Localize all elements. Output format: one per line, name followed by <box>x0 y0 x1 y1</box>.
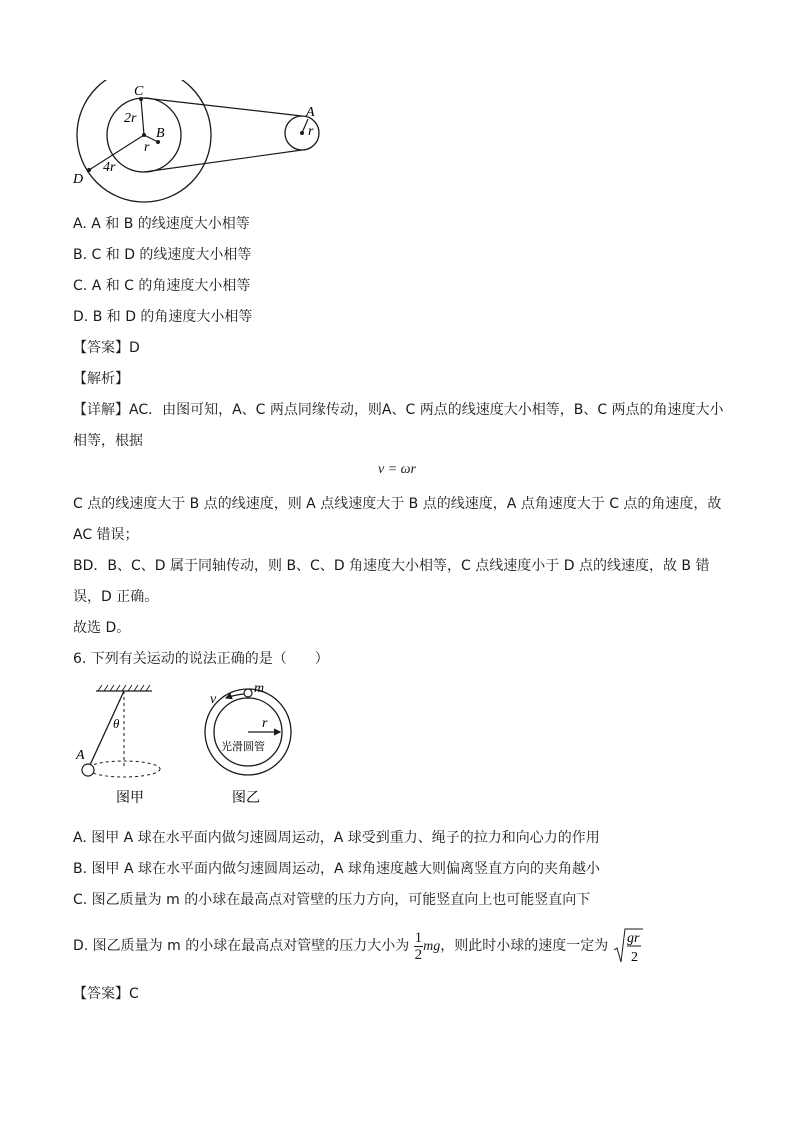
q6-option-a: A. 图甲 A 球在水平面内做匀速圆周运动，A 球受到重力、绳子的拉力和向心力的作用 <box>73 830 600 846</box>
label-ball-a: A <box>76 748 85 763</box>
label-r-left: r <box>144 140 150 155</box>
belt-drive-figure <box>70 80 330 210</box>
fraction-one-half: $\frac{1}{2}$ <box>414 929 423 963</box>
svg-text:2: 2 <box>630 950 638 965</box>
label-m: m <box>254 682 265 696</box>
label-r-right: r <box>308 124 314 139</box>
q5-detail-line-3: C 点的线速度大于 B 点的线速度，则 A 点线速度大于 B 点的线速度，A 点角速度大于 C 点的角速度，故 <box>73 496 722 512</box>
point-d <box>87 168 91 172</box>
ball-a <box>82 764 94 776</box>
q6-option-c: C. 图乙质量为 m 的小球在最高点对管壁的压力方向，可能竖直向上也可能竖直向下 <box>73 892 591 908</box>
label-4r: 4r <box>103 160 116 175</box>
q6-option-b: B. 图甲 A 球在水平面内做匀速圆周运动，A 球角速度越大则偏离竖直方向的夹角越小 <box>73 861 601 877</box>
q5-detail-line-7: 故选 D。 <box>73 620 131 636</box>
sqrt-gr-over-2 <box>613 926 643 966</box>
point-a-center <box>300 131 304 135</box>
label-v: v <box>210 692 217 707</box>
q6-option-d: D. 图乙质量为 m 的小球在最高点对管壁的压力大小为 $\frac{1}{2}$ mg，则此时小球的速度一定为 gr 2 <box>73 926 643 966</box>
caption-right: 图乙 <box>232 790 260 806</box>
ball-m <box>244 689 252 697</box>
radius-4r <box>89 135 144 170</box>
q5-formula: v = ωr <box>378 462 416 477</box>
q5-detail-line-6: 误，D 正确。 <box>73 589 159 605</box>
q5-option-c: C. A 和 C 的角速度大小相等 <box>73 278 251 294</box>
label-a: A <box>306 105 315 120</box>
q5-option-d: D. B 和 D 的角速度大小相等 <box>73 309 253 325</box>
q5-analysis-label: 【解析】 <box>73 371 129 387</box>
circular-tube-figure <box>196 682 306 810</box>
label-r: r <box>262 716 268 731</box>
point-center <box>142 133 146 137</box>
label-c: C <box>134 84 144 99</box>
q6-stem: 6. 下列有关运动的说法正确的是（ ） <box>73 651 329 667</box>
label-2r: 2r <box>124 111 137 126</box>
label-theta: θ <box>113 716 120 731</box>
q5-option-a: A. A 和 B 的线速度大小相等 <box>73 216 250 232</box>
label-tube: 光滑圆管 <box>221 740 265 753</box>
belt-bottom <box>144 150 302 172</box>
label-b: B <box>156 126 165 141</box>
q5-detail-line-5: BD．B、C、D 属于同轴传动，则 B、C、D 角速度大小相等，C 点线速度小于 D 点的线速度，故 B 错 <box>73 558 710 574</box>
q5-detail-line-1: 【详解】AC．由图可知，A、C 两点同缘传动，则A、C 两点的线速度大小相等，B、C 两点的角速度大小 <box>73 402 724 418</box>
q6-answer: 【答案】C <box>73 986 139 1002</box>
q5-option-b: B. C 和 D 的线速度大小相等 <box>73 247 252 263</box>
label-d: D <box>73 172 84 187</box>
svg-text:gr: gr <box>626 931 640 946</box>
q5-detail-line-4: AC 错误； <box>73 527 139 543</box>
conical-pendulum-figure <box>74 682 174 810</box>
velocity-arrow <box>226 694 244 698</box>
q5-answer: 【答案】D <box>73 340 140 356</box>
q5-detail-line-2: 相等，根据 <box>73 433 143 449</box>
caption-left: 图甲 <box>116 790 144 806</box>
radius-2r <box>141 99 144 135</box>
